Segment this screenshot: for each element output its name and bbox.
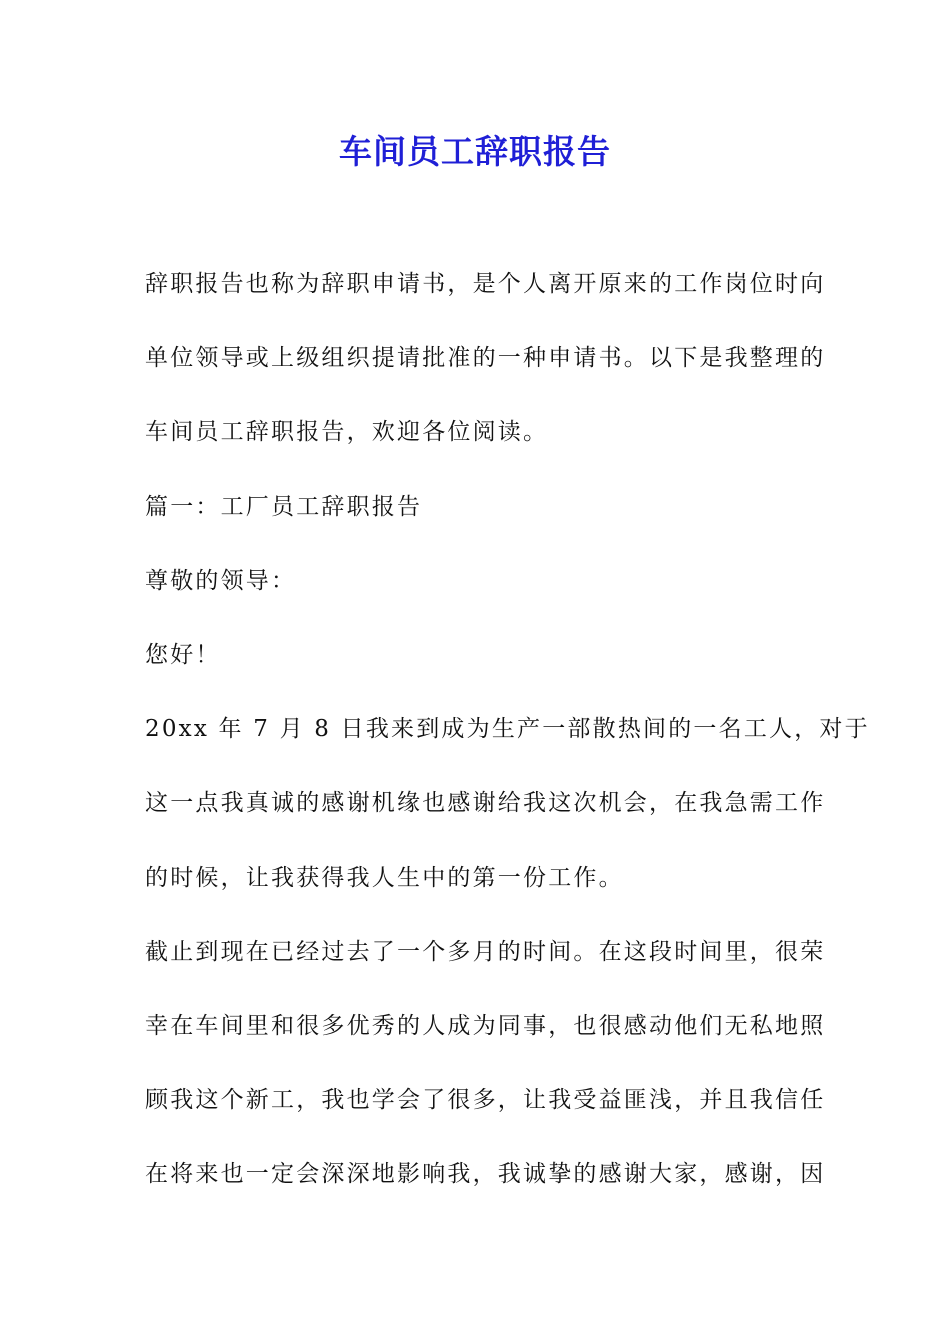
paragraph-line: 幸在车间里和很多优秀的人成为同事，也很感动他们无私地照 (145, 1013, 826, 1040)
paragraph-line: 单位领导或上级组织提请批准的一种申请书。以下是我整理的 (145, 345, 826, 372)
paragraph-line: 辞职报告也称为辞职申请书，是个人离开原来的工作岗位时向 (145, 271, 826, 297)
salutation: 尊敬的领导： (145, 567, 297, 594)
paragraph-line: 车间员工辞职报告，欢迎各位阅读。 (145, 419, 549, 446)
paragraph-line: 在将来也一定会深深地影响我，我诚挚的感谢大家，感谢，因 (145, 1161, 826, 1188)
paragraph-line: 顾我这个新工，我也学会了很多，让我受益匪浅，并且我信任 (145, 1087, 826, 1114)
paragraph-line: 这一点我真诚的感谢机缘也感谢给我这次机会，在我急需工作 (145, 790, 826, 817)
page-title: 车间员工辞职报告 (339, 132, 611, 171)
document-body (145, 247, 870, 1212)
paragraph-line: 的时候，让我获得我人生中的第一份工作。 (145, 864, 624, 891)
paragraph-line: 截止到现在已经过去了一个多月的时间。在这段时间里，很荣 (145, 938, 826, 965)
greeting: 您好！ (145, 642, 221, 669)
paragraph-line: 20xx 年 7 月 8 日我来到成为生产一部散热间的一名工人，对于 (145, 716, 870, 743)
section-heading: 篇一：工厂员工辞职报告 (145, 493, 423, 520)
